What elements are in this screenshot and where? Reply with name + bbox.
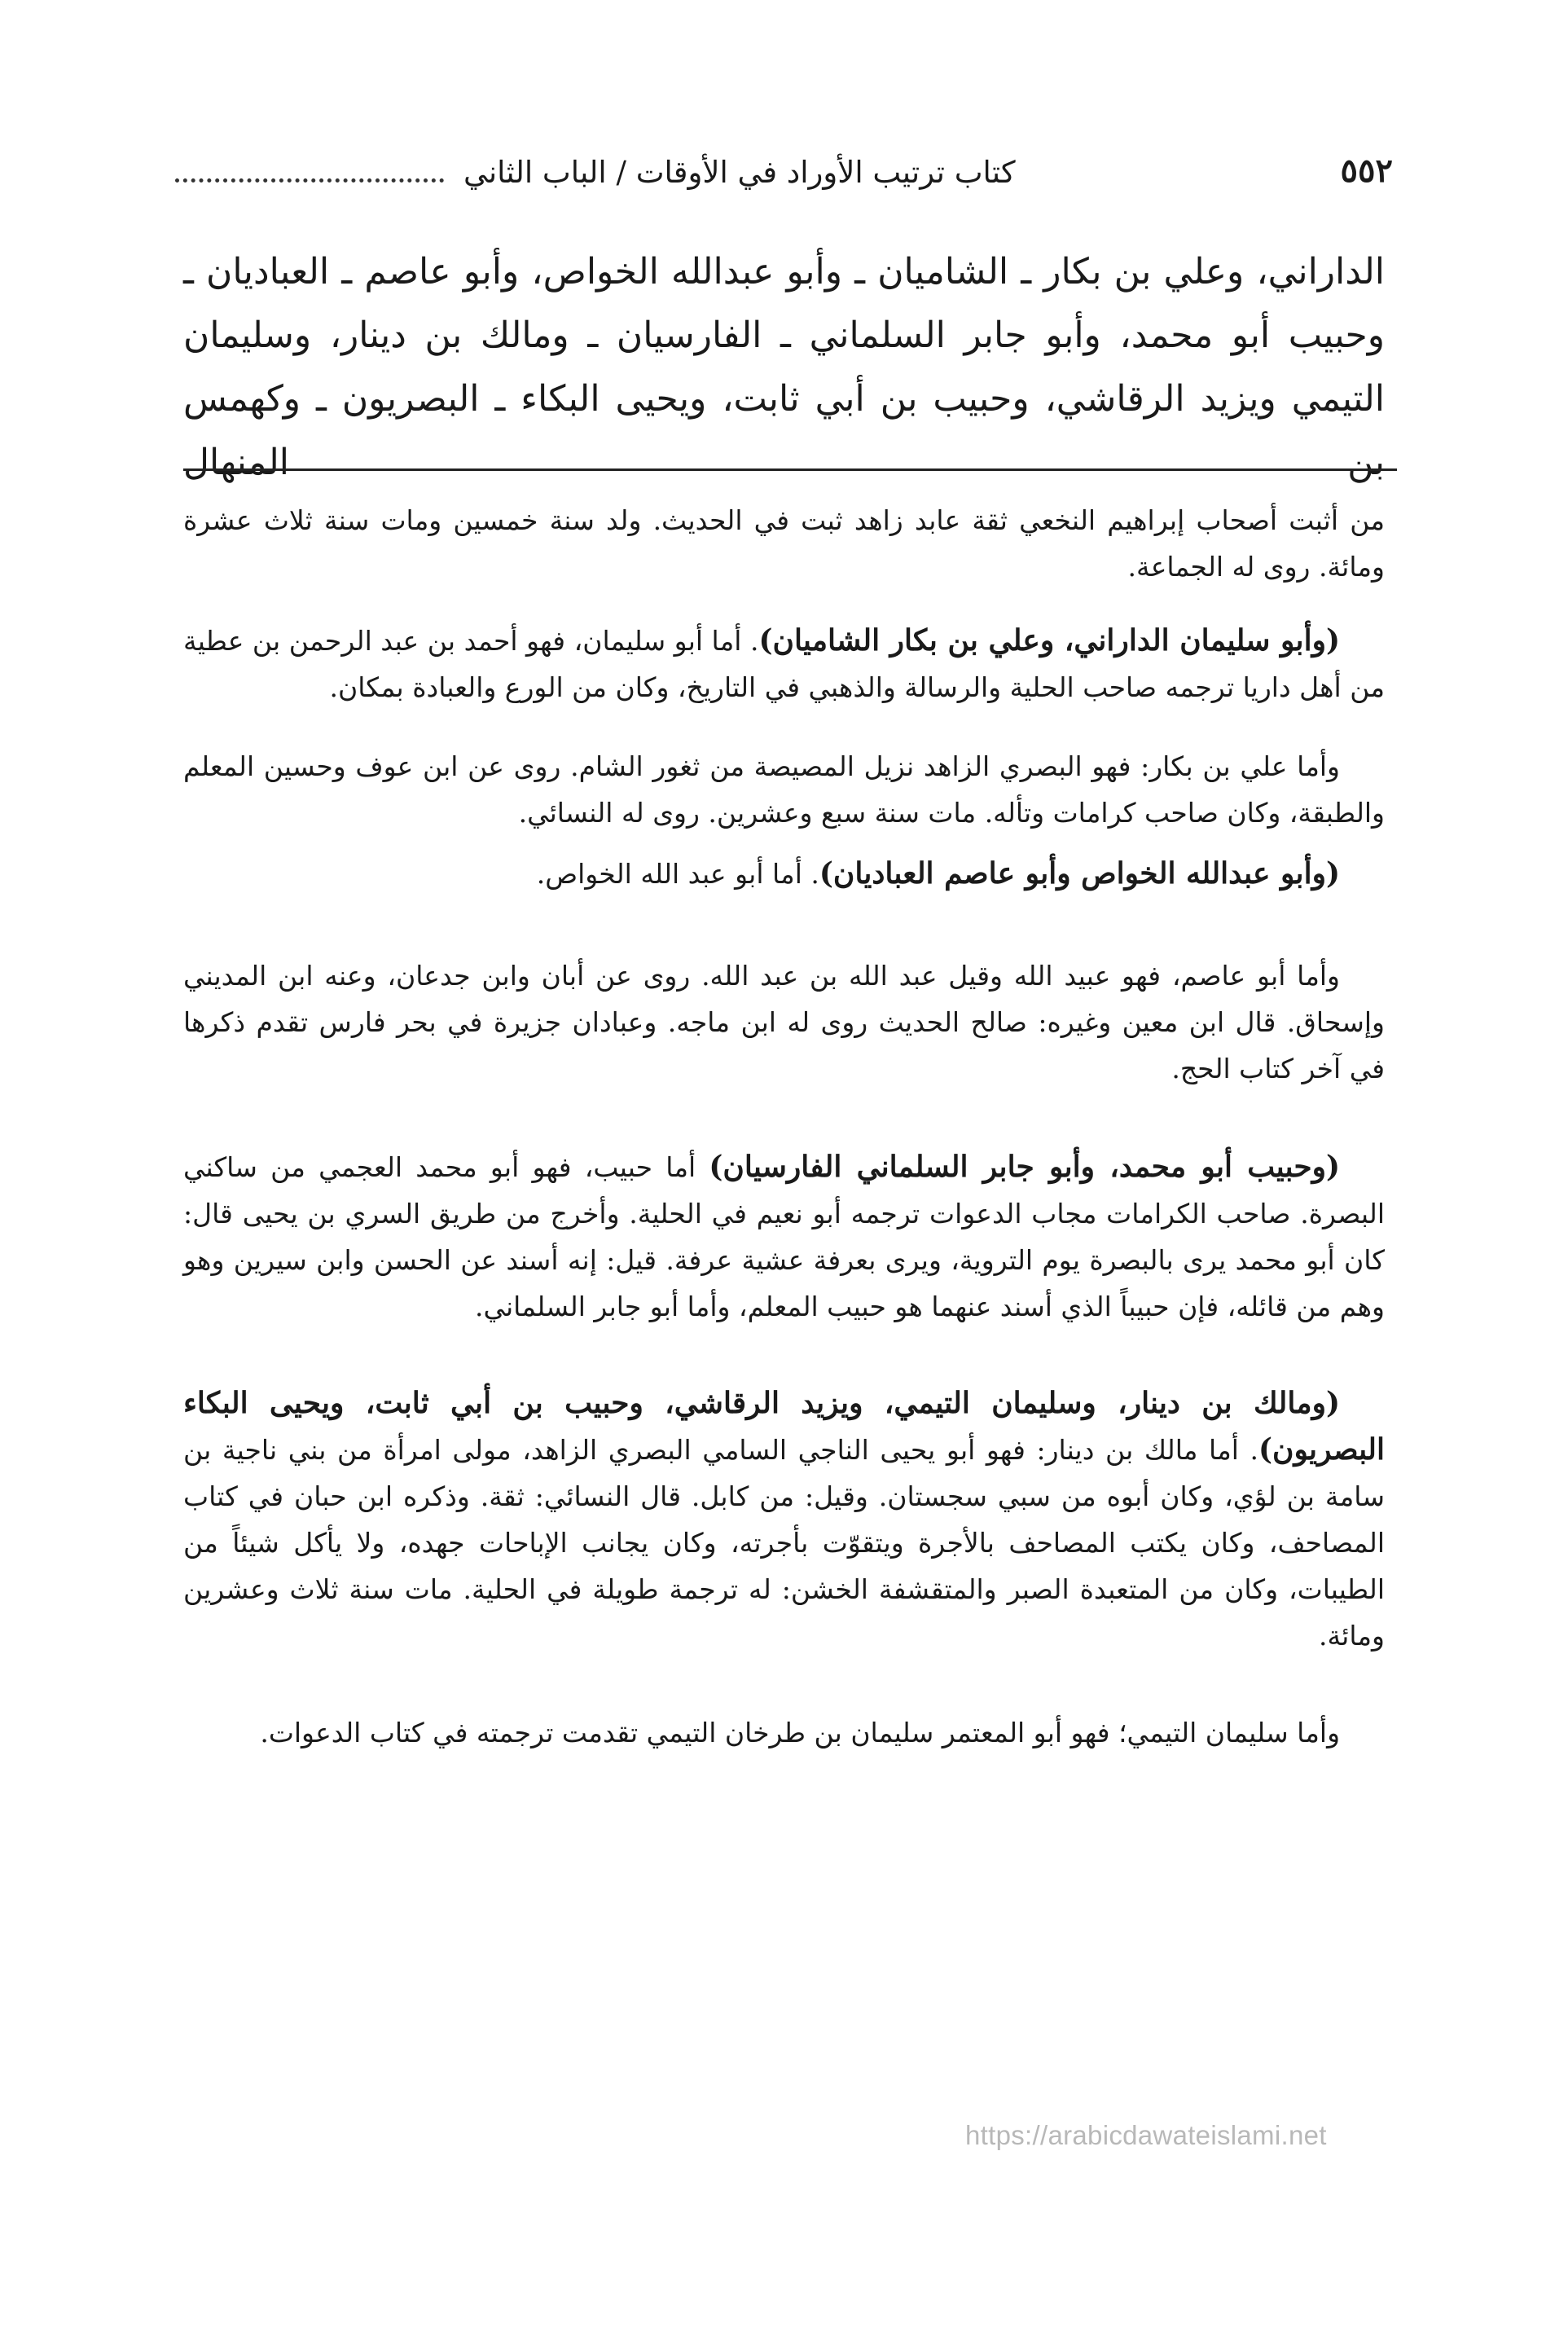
watermark-url: https://arabicdawateislami.net <box>965 2120 1327 2150</box>
header-title-group <box>175 155 1016 190</box>
note-text: أما حبيب، فهو أبو محمد العجمي من ساكني البصرة. صاحب الكرامات مجاب الدعوات ترجمه أبو نعيم في الحلية. وأخرج من طريق السري بن يحيى قال: كان أبو محمد يرى بالبصرة يوم التروية، ويرى بعرفة عشية عرفة. قيل: إنه أسند عن الحسن وابن سيرين وهو وهم من قائله، فإن حبيباً الذي أسند عنهما هو حبيب المعلم، وأما أبو جابر السلماني. <box>183 1151 1385 1322</box>
note-paragraph <box>183 497 1385 590</box>
note-text: . أما أبو عبد الله الخواص. <box>536 858 819 890</box>
note-text: من أثبت أصحاب إبراهيم النخعي ثقة عابد زاهد ثبت في الحديث. ولد سنة خمسين ومات سنة ثلاث عشرة ومائة. روى له الجماعة. <box>183 504 1385 583</box>
note-lemma: (وأبو عبدالله الخواص وأبو عاصم العباديان) <box>819 856 1340 891</box>
page-number: ٥٥٢ <box>1340 152 1393 190</box>
note-paragraph <box>183 1380 1385 1659</box>
note-text: وأما أبو عاصم، فهو عبيد الله وقيل عبد الله بن عبد الله. روى عن أبان وابن جدعان، وعنه ابن المديني وإسحاق. قال ابن معين وغيره: صالح الحديث روى له ابن ماجه. وعبادان جزيرة في بحر فارس تقدم ذكرها في آخر كتاب الحج. <box>183 960 1385 1084</box>
note-paragraph <box>183 851 1385 897</box>
note-paragraph <box>183 1144 1385 1330</box>
note-paragraph <box>183 743 1385 836</box>
note-lemma: (وأبو سليمان الداراني، وعلي بن بكار الشاميان) <box>758 623 1340 658</box>
note-text: . أما مالك بن دينار: فهو أبو يحيى الناجي السامي البصري الزاهد، مولى امرأة من بني ناجية بن سامة بن لؤي، وكان أبوه من سبي سجستان. وقيل: من كابل. قال النسائي: ثقة. وذكره ابن حبان في كتاب المصاحف، وكان يكتب المصاحف بالأجرة ويتقوّت بأجرته، وكان يجانب الإباحات جهده، ولا يأكل شيئاً من الطيبات، وكان من المتعبدة الصبر والمتقشفة الخشن: له ترجمة طويلة في الحلية. مات سنة ثلاث وعشرين ومائة. <box>183 1434 1385 1652</box>
note-text: وأما علي بن بكار: فهو البصري الزاهد نزيل المصيصة من ثغور الشام. روى عن ابن عوف وحسين المعلم والطبقة، وكان صاحب كرامات وتأله. مات سنة سبع وعشرين. روى له النسائي. <box>183 750 1385 829</box>
footnote-divider <box>183 468 1397 471</box>
running-header <box>175 122 1393 190</box>
header-title: كتاب ترتيب الأوراد في الأوقات / الباب الثاني <box>463 155 1016 190</box>
note-text: . أما أبو سليمان، فهو أحمد بن عبد الرحمن بن عطية من أهل داريا ترجمه صاحب الحلية والرسالة والذهبي في التاريخ، وكان من الورع والعبادة بمكان. <box>183 625 1385 703</box>
note-paragraph <box>183 952 1385 1092</box>
note-text: وأما سليمان التيمي؛ فهو أبو المعتمر سليمان بن طرخان التيمي تقدمت ترجمته في كتاب الدعوات. <box>260 1717 1340 1749</box>
note-paragraph <box>183 618 1385 710</box>
note-paragraph <box>183 1709 1385 1756</box>
main-text-paragraph: الداراني، وعلي بن بكار ـ الشاميان ـ وأبو عبدالله الخواص، وأبو عاصم ـ العباديان ـ وحبيب أبو محمد، وأبو جابر السلماني ـ الفارسيان ـ ومالك بن دينار، وسليمان التيمي ويزيد الرقاشي، وحبيب بن أبي ثابت، ويحيى البكاء ـ البصريون ـ وكهمس بن المنهال <box>183 251 1385 483</box>
main-text <box>183 240 1385 495</box>
note-lemma: (ومالك بن دينار، وسليمان التيمي، ويزيد الرقاشي، وحبيب بن أبي ثابت، ويحيى البكاء البصريون) <box>183 1386 1385 1467</box>
commentary <box>183 497 1385 1756</box>
header-leader-dots <box>175 170 444 183</box>
note-lemma: (وحبيب أبو محمد، وأبو جابر السلماني الفارسيان) <box>709 1150 1340 1184</box>
